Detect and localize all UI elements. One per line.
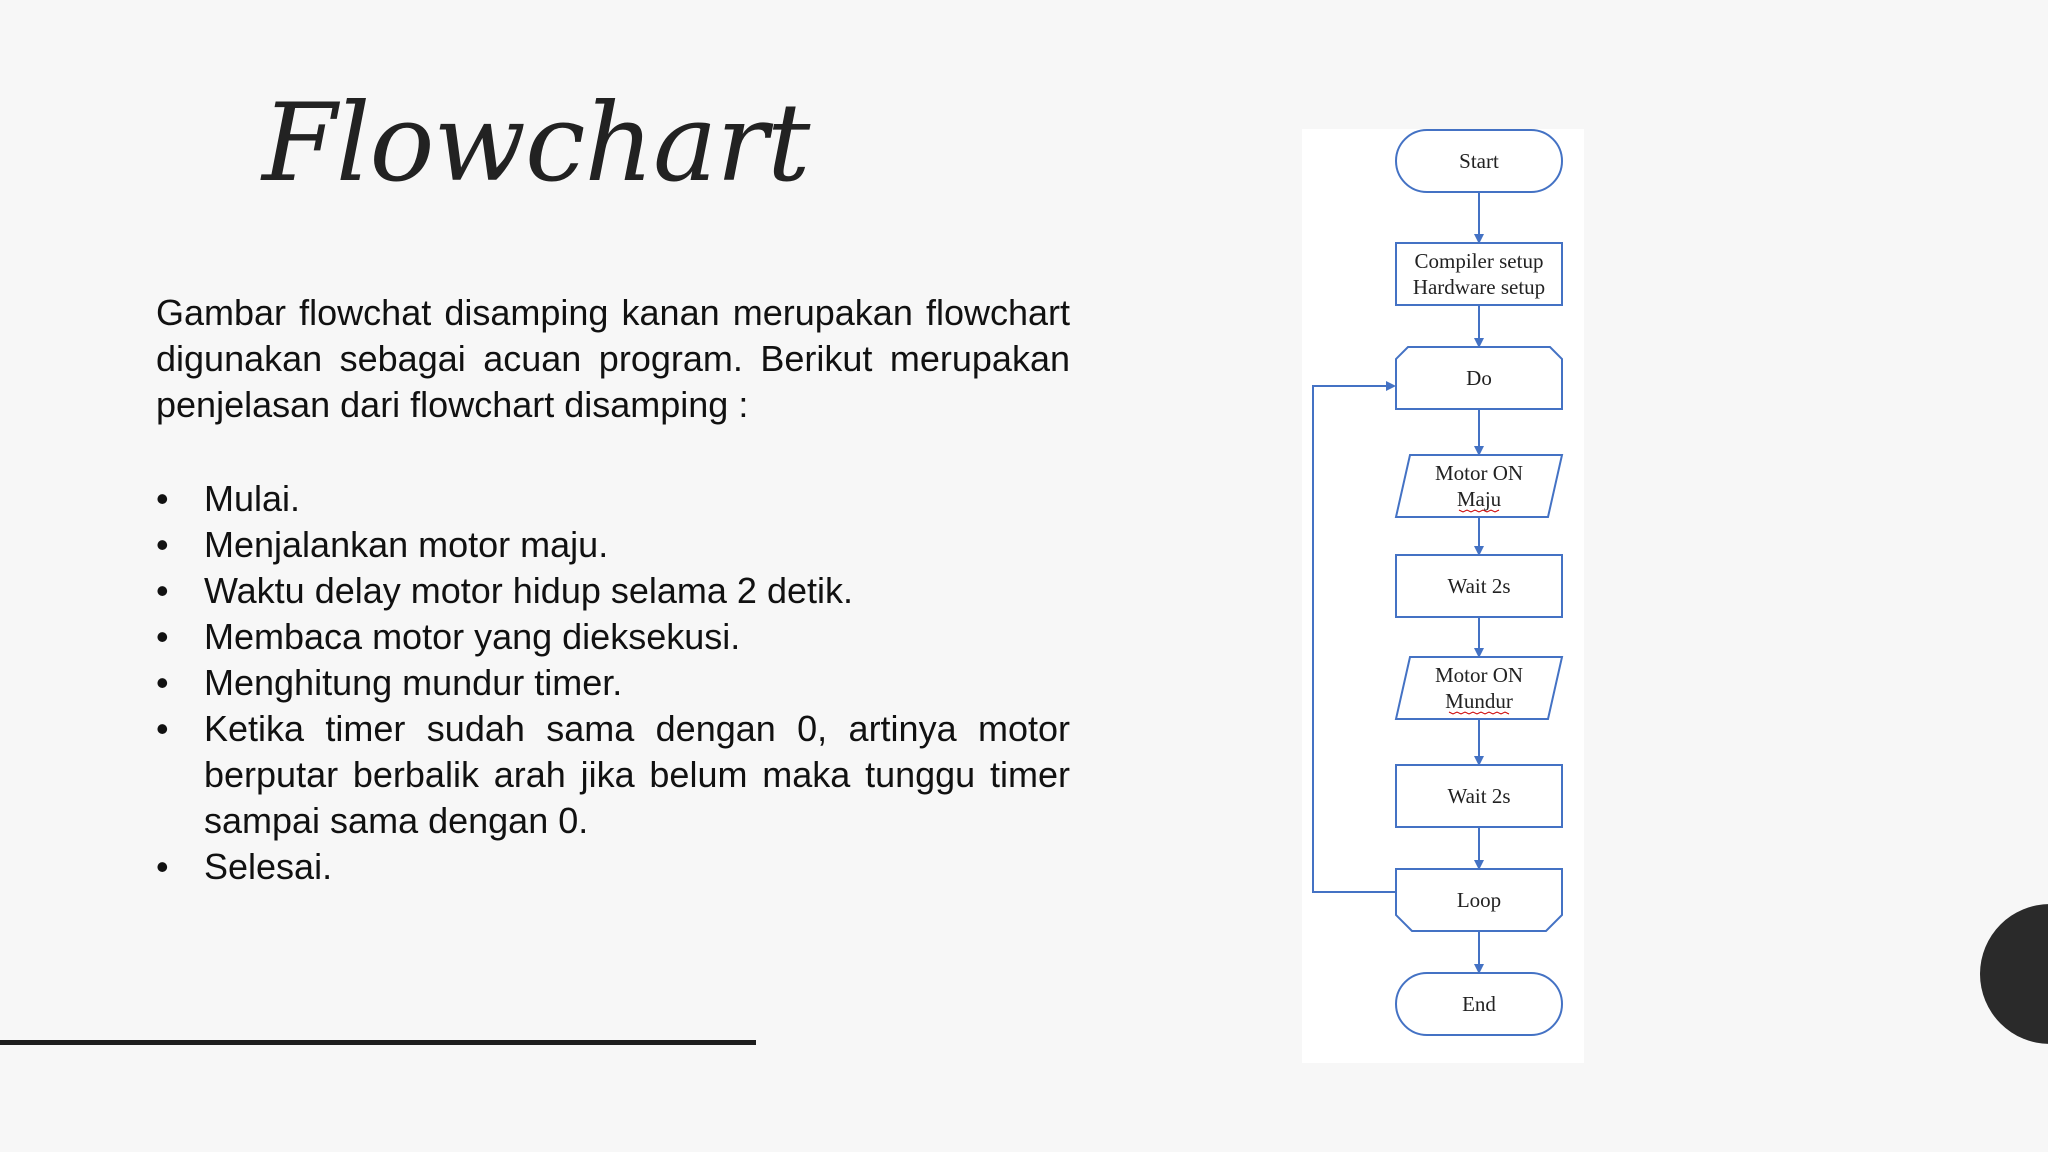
flow-node-wait2 (1396, 765, 1562, 827)
bullet-text: Waktu delay motor hidup selama 2 detik. (204, 570, 853, 611)
edge-loop-to-do (1313, 386, 1396, 892)
slide-title: Flowchart (262, 81, 810, 206)
bullet-item (156, 706, 1070, 844)
bullet-text: Menghitung mundur timer. (204, 662, 623, 703)
bullet-list (156, 476, 1070, 890)
flow-node-wait2-label-0: Wait 2s (1447, 784, 1511, 808)
flowchart-panel (1302, 129, 1584, 1063)
flow-node-wait1 (1396, 555, 1562, 617)
bullet-item (156, 476, 1070, 522)
flow-node-loop (1396, 869, 1562, 931)
bullet-item (156, 614, 1070, 660)
flow-node-start-label-0: Start (1459, 149, 1499, 173)
flow-node-motor-maju (1396, 455, 1562, 517)
bullet-text: Membaca motor yang dieksekusi. (204, 616, 741, 657)
bullet-text: Mulai. (204, 478, 301, 519)
bullet-dot: • (156, 478, 169, 519)
flow-node-do (1396, 347, 1562, 409)
flow-node-motor-maju-label-0: Motor ON (1434, 461, 1524, 485)
bullet-text: Selesai. (204, 846, 333, 887)
flow-node-setup-label-0: Compiler setup (1414, 249, 1544, 273)
bullet-item (156, 660, 1070, 706)
intro-paragraph: Gambar flowchat disamping kanan merupakan flowchart digunakan sebagai acuan program. Berikut merupakan penjelasan dari flowchart disamping : (156, 292, 1070, 425)
flow-node-motor-maju-label-1: Maju (1456, 487, 1502, 511)
flow-node-setup-label-1: Hardware setup (1412, 275, 1546, 299)
bullet-item (156, 568, 1070, 614)
bullet-text: Menjalankan motor maju. (204, 524, 609, 565)
bullet-dot: • (156, 570, 169, 611)
flow-node-do-label-0: Do (1466, 366, 1492, 390)
flow-node-start (1396, 130, 1562, 192)
flow-node-wait1-label-0: Wait 2s (1447, 574, 1511, 598)
flow-node-motor-mundur-label-1: Mundur (1445, 689, 1513, 713)
flow-node-end-label-0: End (1462, 992, 1496, 1016)
bullet-dot: • (156, 662, 169, 703)
flowchart-diagram (1302, 129, 1584, 1063)
bullet-item (156, 522, 1070, 568)
flow-node-loop-label-0: Loop (1456, 888, 1502, 912)
flow-node-motor-mundur-label-0: Motor ON (1434, 663, 1524, 687)
bullet-dot: • (156, 616, 169, 657)
flow-node-motor-mundur (1396, 657, 1562, 719)
bullet-item (156, 844, 1070, 890)
flow-node-setup (1396, 243, 1562, 305)
bullet-dot: • (156, 524, 169, 565)
bullet-dot: • (156, 708, 169, 749)
bottom-rule-divider (0, 1040, 756, 1045)
corner-decoration-circle (1980, 904, 2048, 1044)
flow-node-end (1396, 973, 1562, 1035)
bullet-text: Ketika timer sudah sama dengan 0, artinya motor berputar berbalik arah jika belum maka tunggu timer sampai sama dengan 0. (204, 708, 1070, 841)
bullet-dot: • (156, 846, 169, 887)
